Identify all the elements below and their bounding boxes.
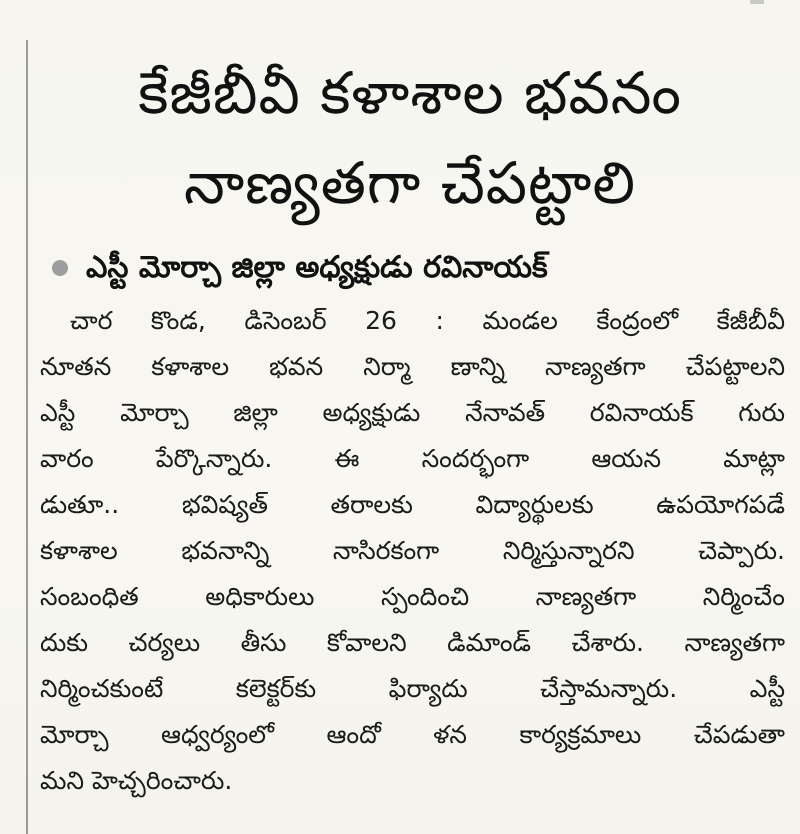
body-line: చార కొండ, డిసెంబర్ 26 : మండల కేంద్రంలో కేజీబీవీ [70,306,785,335]
body-line: నిర్మించకుంటే కలెక్టర్‌కు ఫిర్యాదు చేస్తామన్నారు. ఎస్టీ [40,674,785,703]
body-line: దుకు చర్యలు తీసు కోవాలని డిమాండ్ చేశారు. నాణ్యతగా [40,628,785,657]
body-line: మని హెచ్చరించారు. [40,766,233,795]
bullet-icon [52,260,68,276]
corner-mark [750,0,764,4]
body-line: ఎస్టీ మోర్చా జిల్లా అధ్యక్షుడు నేనావత్ రవినాయక్ గురు [40,398,785,427]
body-line: కళాశాల భవనాన్ని నాసిరకంగా నిర్మిస్తున్నారని చెప్పారు. [40,536,785,565]
subheadline-text: ఎస్టీ మోర్చా జిల్లా అధ్యక్షుడు రవినాయక్ [86,250,548,285]
headline-line-1: కేజీబీవీ కళాశాల భవనం [138,59,682,127]
body-line: వారం పేర్కొన్నారు. ఈ సందర్భంగా ఆయన మాట్లా [40,444,785,473]
headline [40,48,780,228]
article-body [40,298,785,804]
body-line: డుతూ.. భవిష్యత్ తరాలకు విద్యార్థులకు ఉపయోగపడే [40,490,785,519]
body-line: మోర్చా ఆధ్వర్యంలో ఆందో ళన కార్యక్రమాలు చేపడుతా [40,720,785,749]
body-line: నూతన కళాశాల భవన నిర్మా ణాన్ని నాణ్యతగా చేపట్టాలని [40,352,785,381]
column-rule [26,40,28,834]
subheadline [52,246,772,290]
body-line: సంబంధిత అధికారులు స్పందించి నాణ్యతగా నిర్మించేం [40,582,785,611]
headline-line-2: నాణ్యతగా చేపట్టాలి [184,149,636,217]
